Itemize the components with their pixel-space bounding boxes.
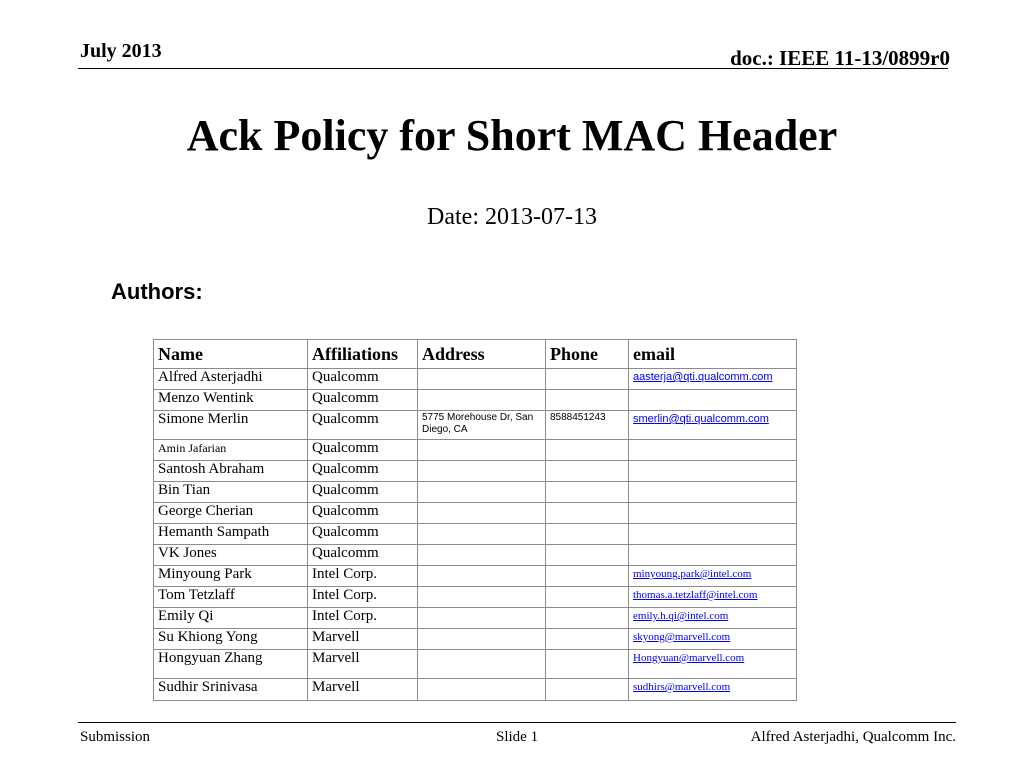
- cell-address: [418, 440, 546, 461]
- cell-affiliation: Qualcomm: [308, 390, 418, 411]
- cell-phone: [546, 482, 629, 503]
- col-header-name: Name: [154, 340, 308, 369]
- cell-name: Menzo Wentink: [154, 390, 308, 411]
- email-link[interactable]: Hongyuan@marvell.com: [633, 652, 745, 664]
- cell-affiliation: Intel Corp.: [308, 608, 418, 629]
- cell-affiliation: Marvell: [308, 650, 418, 679]
- cell-affiliation: Qualcomm: [308, 482, 418, 503]
- cell-email: [629, 503, 797, 524]
- table-row: [154, 545, 797, 566]
- cell-affiliation: Qualcomm: [308, 440, 418, 461]
- date-line: Date: 2013-07-13: [427, 204, 597, 230]
- cell-phone: [546, 440, 629, 461]
- cell-email: [629, 608, 797, 629]
- cell-phone: [546, 650, 629, 679]
- email-link[interactable]: thomas.a.tetzlaff@intel.com: [633, 589, 758, 601]
- table-row: [154, 566, 797, 587]
- footer-divider: [78, 722, 956, 723]
- table-row: [154, 369, 797, 390]
- cell-name: Simone Merlin: [154, 411, 308, 440]
- table-row: [154, 608, 797, 629]
- cell-affiliation: Qualcomm: [308, 369, 418, 390]
- cell-email: [629, 440, 797, 461]
- footer-author: Alfred Asterjadhi, Qualcomm Inc.: [750, 729, 956, 745]
- cell-affiliation: Qualcomm: [308, 524, 418, 545]
- cell-phone: 8588451243: [546, 411, 629, 440]
- email-link[interactable]: smerlin@qti.qualcomm.com: [633, 413, 769, 425]
- email-link[interactable]: aasterja@qti.qualcomm.com: [633, 371, 773, 383]
- cell-address: [418, 629, 546, 650]
- table-row: [154, 524, 797, 545]
- col-header-phone: Phone: [546, 340, 629, 369]
- cell-email: [629, 566, 797, 587]
- table-row: [154, 679, 797, 701]
- cell-affiliation: Qualcomm: [308, 461, 418, 482]
- col-header-affiliations: Affiliations: [308, 340, 418, 369]
- table-row: [154, 587, 797, 608]
- cell-phone: [546, 545, 629, 566]
- cell-name: Minyoung Park: [154, 566, 308, 587]
- cell-phone: [546, 629, 629, 650]
- cell-email: [629, 482, 797, 503]
- cell-affiliation: Intel Corp.: [308, 566, 418, 587]
- cell-phone: [546, 566, 629, 587]
- header-doc-id: doc.: IEEE 11-13/0899r0: [730, 46, 950, 70]
- cell-phone: [546, 524, 629, 545]
- cell-address: [418, 587, 546, 608]
- cell-name: Amin Jafarian: [154, 440, 308, 461]
- table-row: [154, 650, 797, 679]
- cell-name: George Cherian: [154, 503, 308, 524]
- slide-title: Ack Policy for Short MAC Header: [186, 111, 838, 160]
- cell-address: [418, 482, 546, 503]
- cell-address: [418, 679, 546, 701]
- cell-affiliation: Marvell: [308, 629, 418, 650]
- header-divider: [78, 68, 948, 69]
- cell-affiliation: Qualcomm: [308, 545, 418, 566]
- footer-slide-number: Slide 1: [496, 729, 539, 745]
- cell-name: Tom Tetzlaff: [154, 587, 308, 608]
- cell-name: Bin Tian: [154, 482, 308, 503]
- cell-address: [418, 503, 546, 524]
- table-row: [154, 482, 797, 503]
- table-row: [154, 390, 797, 411]
- cell-phone: [546, 679, 629, 701]
- cell-affiliation: Marvell: [308, 679, 418, 701]
- email-link[interactable]: skyong@marvell.com: [633, 631, 731, 643]
- cell-affiliation: Intel Corp.: [308, 587, 418, 608]
- authors-table: [153, 339, 797, 701]
- col-header-address: Address: [418, 340, 546, 369]
- cell-address: [418, 524, 546, 545]
- cell-affiliation: Qualcomm: [308, 503, 418, 524]
- cell-email: [629, 461, 797, 482]
- table-row: [154, 461, 797, 482]
- cell-address: [418, 545, 546, 566]
- cell-phone: [546, 503, 629, 524]
- authors-label: Authors:: [111, 279, 203, 304]
- cell-phone: [546, 390, 629, 411]
- cell-phone: [546, 461, 629, 482]
- cell-name: Hongyuan Zhang: [154, 650, 308, 679]
- cell-email: [629, 629, 797, 650]
- header-date: July 2013: [80, 40, 162, 62]
- cell-phone: [546, 608, 629, 629]
- cell-name: Su Khiong Yong: [154, 629, 308, 650]
- cell-email: [629, 679, 797, 701]
- email-link[interactable]: sudhirs@marvell.com: [633, 681, 731, 693]
- footer-submission: Submission: [80, 729, 151, 745]
- table-row: [154, 411, 797, 440]
- cell-phone: [546, 369, 629, 390]
- cell-name: Santosh Abraham: [154, 461, 308, 482]
- cell-name: Alfred Asterjadhi: [154, 369, 308, 390]
- email-link[interactable]: minyoung.park@intel.com: [633, 568, 752, 580]
- cell-address: [418, 608, 546, 629]
- cell-address: [418, 566, 546, 587]
- cell-affiliation: Qualcomm: [308, 411, 418, 440]
- cell-name: VK Jones: [154, 545, 308, 566]
- cell-email: [629, 524, 797, 545]
- table-row: [154, 629, 797, 650]
- cell-name: Hemanth Sampath: [154, 524, 308, 545]
- table-row: [154, 503, 797, 524]
- cell-email: [629, 390, 797, 411]
- cell-email: [629, 587, 797, 608]
- cell-name: Emily Qi: [154, 608, 308, 629]
- cell-address: 5775 Morehouse Dr, San Diego, CA: [418, 411, 546, 440]
- cell-address: [418, 650, 546, 679]
- col-header-email: email: [629, 340, 797, 369]
- cell-name: Sudhir Srinivasa: [154, 679, 308, 701]
- cell-address: [418, 461, 546, 482]
- table-header-row: [154, 340, 797, 369]
- table-row: [154, 440, 797, 461]
- cell-email: [629, 411, 797, 440]
- cell-address: [418, 369, 546, 390]
- cell-email: [629, 369, 797, 390]
- cell-email: [629, 545, 797, 566]
- cell-email: [629, 650, 797, 679]
- cell-phone: [546, 587, 629, 608]
- email-link[interactable]: emily.h.qi@intel.com: [633, 610, 729, 622]
- cell-address: [418, 390, 546, 411]
